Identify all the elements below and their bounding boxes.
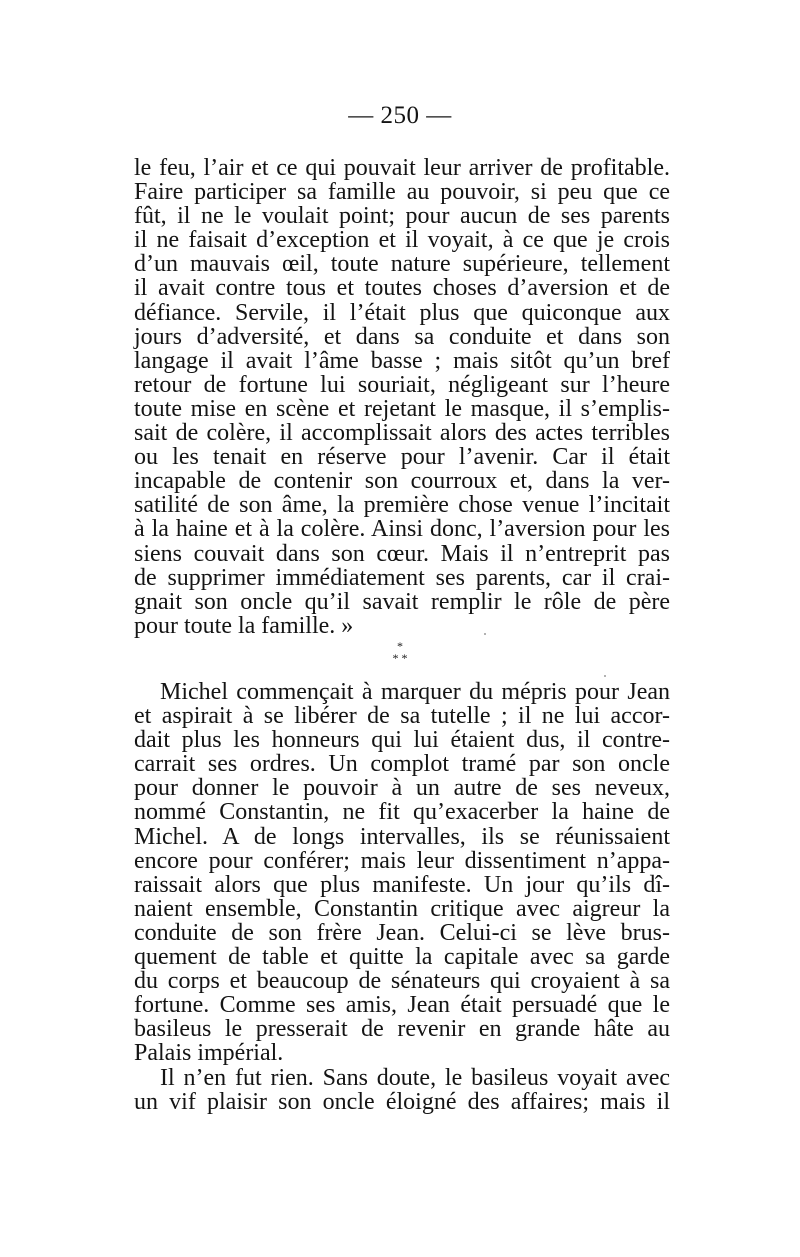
text-line: fortune. Comme ses amis, Jean était persuadé que le: [134, 992, 670, 1019]
text-line: Il n’en fut rien. Sans doute, le basileus voyait avec: [160, 1064, 670, 1091]
text-line: ou les tenait en réserve pour l’avenir. Car il était: [134, 444, 670, 471]
asterism-bottom-stars: * *: [392, 651, 408, 665]
text-line: toute mise en scène et rejetant le masque, il s’emplis-: [134, 395, 670, 422]
section-separator-asterism: [380, 640, 420, 670]
text-line: jours d’adversité, et dans sa conduite et dans son: [134, 323, 670, 350]
text-line: Michel. A de longs intervalles, ils se réunissaient: [134, 823, 670, 850]
text-line: et aspirait à se libérer de sa tutelle ; il ne lui accor-: [134, 703, 670, 730]
text-line: incapable de contenir son courroux et, dans la ver-: [134, 468, 670, 495]
scan-speck: [604, 675, 606, 677]
asterism-top-star: *: [397, 639, 403, 653]
text-line: le feu, l’air et ce qui pouvait leur arriver de profitable.: [134, 155, 670, 181]
text-line: pour toute la famille. »: [134, 612, 354, 639]
text-line: encore pour conférer; mais leur dissentiment n’appa-: [134, 847, 670, 874]
text-line: gnait son oncle qu’il savait remplir le rôle de père: [134, 588, 670, 615]
paragraph-1: [134, 156, 670, 638]
text-line: langage il avait l’âme basse ; mais sitôt qu’un bref: [134, 347, 670, 374]
text-line: basileus le presserait de revenir en grande hâte au: [134, 1016, 670, 1043]
text-line: raissait alors que plus manifeste. Un jour qu’ils dî-: [134, 871, 670, 898]
text-line: Palais impérial.: [134, 1040, 284, 1067]
text-line: dait plus les honneurs qui lui étaient dus, il contre-: [134, 727, 670, 754]
text-line: satilité de son âme, la première chose venue l’incitait: [134, 492, 670, 519]
text-line: un vif plaisir son oncle éloigné des affaires; mais il: [134, 1088, 670, 1115]
text-line: du corps et beaucoup de sénateurs qui croyaient à sa: [134, 968, 670, 995]
text-line: retour de fortune lui souriait, négligeant sur l’heure: [134, 371, 670, 398]
text-line: pour donner le pouvoir à un autre de ses neveux,: [134, 775, 670, 802]
text-line: de supprimer immédiatement ses parents, car il crai-: [134, 564, 670, 591]
text-line: Faire participer sa famille au pouvoir, si peu que ce: [134, 179, 670, 206]
text-line: conduite de son frère Jean. Celui-ci se lève brus-: [134, 919, 670, 946]
text-line: sait de colère, il accomplissait alors des actes terribles: [134, 420, 670, 447]
text-line: siens couvait dans son cœur. Mais il n’entreprit pas: [134, 540, 670, 567]
text-line: défiance. Servile, il l’était plus que quiconque aux: [134, 299, 670, 326]
scan-speck: [484, 633, 486, 635]
text-line: nommé Constantin, ne fit qu’exacerber la haine de: [134, 799, 670, 826]
text-line: carrait ses ordres. Un complot tramé par son oncle: [134, 751, 670, 778]
text-line: d’un mauvais œil, toute nature supérieure, tellement: [134, 251, 670, 278]
text-line: fût, il ne le voulait point; pour aucun de ses parents: [134, 203, 670, 230]
text-line: à la haine et à la colère. Ainsi donc, l’aversion pour les: [134, 516, 670, 543]
text-line: il ne faisait d’exception et il voyait, à ce que je crois: [134, 227, 670, 254]
page-number: — 250 —: [348, 102, 452, 129]
paragraph-2-and-3: [134, 680, 670, 1114]
text-line: quement de table et quitte la capitale avec sa garde: [134, 944, 670, 971]
text-line: naient ensemble, Constantin critique avec aigreur la: [134, 895, 670, 922]
text-line: il avait contre tous et toutes choses d’aversion et de: [134, 275, 670, 302]
text-line: Michel commençait à marquer du mépris pour Jean: [160, 679, 670, 705]
